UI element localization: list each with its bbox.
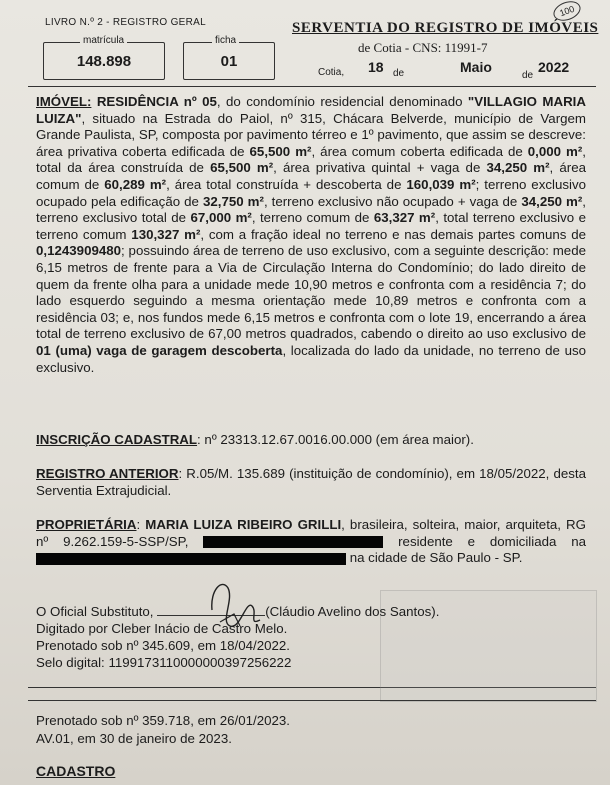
cadastro-heading: CADASTRO <box>36 763 116 779</box>
condominio-name: "VILLAGIO MARIA LUIZA" <box>36 94 586 126</box>
inscricao-section <box>36 432 586 449</box>
proprietaria-text-2: residente e domiciliada na <box>383 533 586 549</box>
registro-anterior-section <box>36 466 586 499</box>
proprietaria-text-3: na cidade de São Paulo - SP. <box>346 550 523 566</box>
digitado-por: Digitado por Cleber Inácio de Castro Melo. <box>36 621 288 636</box>
registro-anterior-label: REGISTRO ANTERIOR <box>36 466 179 481</box>
inscricao-label: INSCRIÇÃO CADASTRAL <box>36 432 198 447</box>
signature-block <box>36 603 596 671</box>
redaction-bar <box>36 553 346 565</box>
prenotado-1: Prenotado sob nº 345.609, em 18/04/2022. <box>36 638 290 653</box>
area-value: 65,500 m² <box>249 143 312 159</box>
divider <box>28 700 596 701</box>
matricula-box <box>43 35 165 80</box>
inscricao-text: : nº 23313.12.67.0016.00.000 (em área maior). <box>197 432 474 447</box>
imovel-text: , terreno exclusivo total de <box>36 193 586 226</box>
matricula-value: 148.898 <box>76 53 132 70</box>
imovel-residencia: RESIDÊNCIA nº 05 <box>96 94 217 109</box>
imovel-text: , terreno comum de <box>251 210 374 226</box>
date-de-1: de <box>393 68 405 79</box>
imovel-label: IMÓVEL: <box>36 94 92 109</box>
imovel-text: , total terreno exclusivo e terreno comum <box>36 210 586 242</box>
imovel-text: ; possuindo área de terreno de uso exclusivo, com a seguinte descrição: mede 6,15 metros de frente para a Via de Circulação Interna do Condomínio; do lado direito de quem da frente olha para a unidade mede 10,90 metros e confronta com a residência 7; do lado esquerdo seguindo a mesma orientação mede 10,89 metros e confronta com a residência 03; e, nos fundos mede 6,15 metros e confronta com o lote 19, encerrando a área total de terreno exclusivo de 67,00 metros quadrados, cabendo o direito ao uso exclusivo de <box>36 243 586 342</box>
imovel-intro: , do condomínio residencial denominado <box>216 94 468 109</box>
date-city: Cotia, <box>318 67 345 78</box>
vaga-garagem: 01 (uma) vaga de garagem descoberta <box>36 342 283 358</box>
date-de-2: de <box>522 70 534 81</box>
oficial-name: (Cláudio Avelino dos Santos). <box>265 604 440 619</box>
prenotado-2: Prenotado sob nº 359.718, em 26/01/2023. <box>36 713 290 728</box>
imovel-text: , com a fração ideal no terreno e nas demais partes comuns de <box>200 226 586 242</box>
imovel-text: ; terreno exclusivo ocupado pela edificação de <box>36 176 586 209</box>
imovel-text: , localizada do lado da unidade, no terreno de uso exclusivo. <box>36 342 587 375</box>
livro-label: LIVRO N.º 2 - REGISTRO GERAL <box>45 17 206 28</box>
area-value: 32,750 m² <box>202 193 264 209</box>
proprietaria-label: PROPRIETÁRIA <box>36 517 137 532</box>
area-value: 65,500 m² <box>210 160 274 176</box>
imovel-section <box>36 94 586 376</box>
proprietaria-text-1: , brasileira, solteira, maior, arquiteta, RG nº 9.262.159-5-SSP/SP, <box>36 517 586 549</box>
imovel-text-1: , situado na Estrada do Paiol, nº 315, Chácara Belverde, município de Vargem Grande Paulista, SP, composta por pavimento térreo e 1º pavimento, que assim se descreve: área privativa coberta edificada de <box>36 110 586 159</box>
area-value: 0,000 m² <box>527 143 583 159</box>
registro-anterior-text: : R.05/M. 135.689 (instituição de condomínio), em 18/05/2022, desta Serventia Extrajudicial. <box>36 466 586 498</box>
area-value: 34,250 m² <box>486 160 550 176</box>
redaction-bar <box>203 536 383 548</box>
av-01: AV.01, em 30 de janeiro de 2023. <box>36 731 232 746</box>
area-value: 34,250 m² <box>521 193 583 209</box>
area-value: 130,327 m² <box>131 226 201 242</box>
area-value: 160,039 m² <box>406 176 476 192</box>
matricula-label: matrícula <box>80 35 127 46</box>
footer-block <box>36 712 290 748</box>
selo-digital: Selo digital: 1199173110000000397256222 <box>36 655 292 670</box>
proprietaria-section <box>36 517 586 567</box>
ficha-label: ficha <box>212 35 239 46</box>
ficha-box <box>183 35 275 80</box>
date-year: 2022 <box>538 59 570 75</box>
imovel-text: , área comum de <box>36 160 586 192</box>
serventia-subtitle: de Cotia - CNS: 11991-7 <box>358 40 488 55</box>
imovel-text: , total da área construída de <box>36 143 586 176</box>
signature-scribble <box>200 570 270 640</box>
imovel-text: , terreno exclusivo não ocupado + vaga de <box>263 193 522 209</box>
area-value: 63,327 m² <box>373 210 436 226</box>
imovel-text: , área privativa quintal + vaga de <box>273 160 487 176</box>
area-value: 67,000 m² <box>190 210 252 226</box>
fracao-ideal-value: 0,1243909480 <box>36 243 122 259</box>
proprietaria-name: MARIA LUIZA RIBEIRO GRILLI <box>145 517 342 532</box>
ficha-value: 01 <box>220 53 238 70</box>
serventia-title: SERVENTIA DO REGISTRO DE IMÓVEIS <box>292 20 599 36</box>
proprietaria-colon: : <box>136 517 146 532</box>
date-month: Maio <box>460 59 492 75</box>
imovel-text: , área comum coberta edificada de <box>311 143 528 159</box>
imovel-text: , área total construída + descoberta de <box>166 176 407 192</box>
date-day: 18 <box>368 59 384 75</box>
oficial-label: O Oficial Substituto, <box>36 604 158 619</box>
area-value: 60,289 m² <box>104 176 167 192</box>
page-stamp: 100 <box>551 0 583 24</box>
